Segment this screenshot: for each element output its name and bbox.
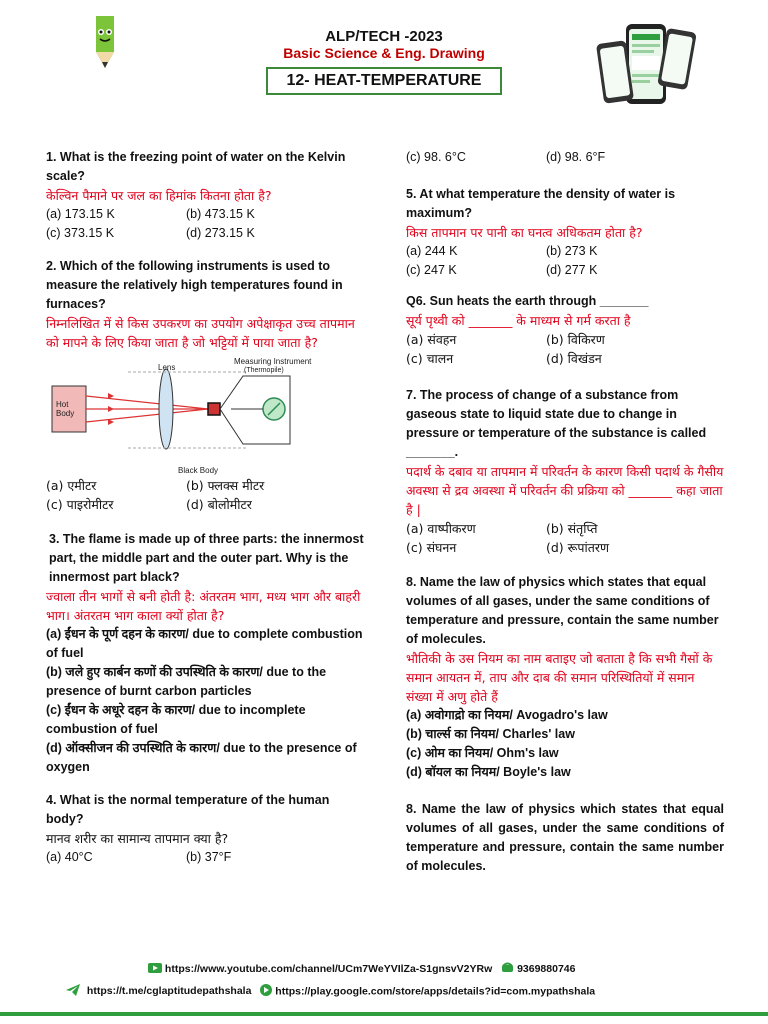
question-text: 7. The process of change of a substance from gaseous state to liquid state due to change in pressure or temperature of the substance is called _______.: [406, 388, 707, 459]
question-1: [46, 148, 364, 243]
options: [406, 519, 724, 557]
label-lens: Lens: [158, 363, 176, 372]
question-text-hindi: निम्नलिखित में से किस उपकरण का उपयोग अपेक्षाकृत उच्च तापमान को मापने के लिए किया जाता है जो भट्टियों में पाया जाता है?: [46, 316, 355, 350]
option-b: (b) फ्लक्स मीटर: [186, 478, 265, 493]
option-b: (b) 37°F: [186, 850, 232, 864]
page-title: 12- HEAT-TEMPERATURE: [266, 67, 502, 95]
question-2: [46, 257, 364, 514]
footer-rule: [0, 1012, 768, 1016]
option-a: (a) ईंधन के पूर्ण दहन के कारण/ due to complete combustion of fuel: [46, 627, 363, 660]
phone-icon: [501, 962, 514, 976]
question-text: 8. Name the law of physics which states that equal volumes of all gases, under the same conditions of temperature and pressure, contain the same number of molecules.: [406, 802, 724, 873]
option-c: (c) 247 K: [406, 263, 457, 277]
option-d: (d) विखंडन: [546, 351, 602, 366]
option-d: (d) ऑक्सीजन की उपस्थिति के कारण/ due to the presence of oxygen: [46, 741, 357, 774]
option-a: (a) संवहन: [406, 332, 457, 347]
question-text: 3. The flame is made up of three parts: the innermost part, the middle part and the outer part. Why is the innermost part black?: [49, 532, 364, 584]
question-text: Q6. Sun heats the earth through _______: [406, 294, 649, 308]
question-text: 8. Name the law of physics which states that equal volumes of all gases, under the same conditions of temperature and pressure, contain the same number of molecules.: [406, 575, 719, 646]
option-d: (d) 98. 6°F: [546, 150, 606, 164]
option-a: (a) 40°C: [46, 850, 93, 864]
right-column: [406, 148, 724, 876]
question-text-hindi: केल्विन पैमाने पर जल का हिमांक कितना होता है?: [46, 188, 272, 203]
question-text-hindi: सूर्य पृथ्वी को _______ के माध्यम से गर्म करता है: [406, 313, 631, 328]
question-text-hindi: भौतिकी के उस नियम का नाम बताइए जो बताता है कि सभी गैसों के समान आयतन में, ताप और दाब की समान परिस्थितियों में समान संख्या में अणु होते हैं: [406, 651, 713, 704]
option-b: (b) चार्ल्स का नियम/ Charles' law: [406, 727, 575, 741]
question-text: 4. What is the normal temperature of the human body?: [46, 793, 330, 826]
youtube-link[interactable]: https://www.youtube.com/channel/UCm7WeYVIlZa-S1gnsvV2YRw: [164, 962, 493, 975]
option-a: (a) एमीटर: [46, 478, 97, 493]
option-a: (a) अवोगाद्रो का नियम/ Avogadro's law: [406, 708, 608, 722]
label-hot-body: Hot Body: [56, 400, 75, 418]
question-5: [406, 185, 724, 280]
option-d: (d) 273.15 K: [186, 226, 255, 240]
question-text: 2. Which of the following instruments is used to measure the relatively high temperatures found in furnaces?: [46, 259, 343, 311]
option-c: (c) ईंधन के अधूरे दहन के कारण/ due to incomplete combustion of fuel: [46, 703, 306, 736]
option-d: (d) बॉयल का नियम/ Boyle's law: [406, 765, 571, 779]
options: [46, 205, 364, 243]
question-text-hindi: किस तापमान पर पानी का घनत्व अधिकतम होता है?: [406, 225, 643, 240]
header-line1: ALP/TECH -2023: [325, 28, 443, 45]
question-4: [46, 791, 364, 867]
option-b: (b) 273 K: [546, 244, 598, 258]
option-a: (a) 173.15 K: [46, 207, 115, 221]
question-8-repeat: [406, 800, 724, 876]
option-b: (b) 473.15 K: [186, 207, 255, 221]
question-text-hindi: ज्वाला तीन भागों से बनी होती है: अंतरतम भाग, मध्य भाग और बाहरी भाग। अंतरतम भाग काला क्यों होता है?: [46, 589, 361, 623]
option-c: (c) पाइरोमीटर: [46, 497, 114, 512]
pyrometer-diagram: [38, 358, 318, 476]
label-black-body: Black Body: [178, 466, 219, 475]
option-a: (a) 244 K: [406, 244, 458, 258]
label-measuring-instrument: Measuring Instrument: [234, 357, 312, 366]
option-c: (c) चालन: [406, 351, 454, 366]
options: [46, 476, 364, 514]
question-text: 1. What is the freezing point of water on the Kelvin scale?: [46, 150, 346, 183]
question-3: [46, 530, 364, 777]
play-store-link[interactable]: https://play.google.com/store/apps/details?id=com.mypathshala: [275, 985, 596, 998]
label-thermopile: (Thermopile): [244, 367, 284, 374]
option-b: (b) संतृप्ति: [546, 521, 598, 536]
option-c: (c) 98. 6°C: [406, 150, 466, 164]
youtube-icon: [148, 963, 162, 976]
option-a: (a) वाष्पीकरण: [406, 521, 476, 536]
options: [406, 330, 724, 368]
footer-row-1: [148, 962, 708, 976]
option-c: (c) ओम का नियम/ Ohm's law: [406, 746, 559, 760]
options: [46, 848, 364, 867]
question-text-hindi: पदार्थ के दबाव या तापमान में परिवर्तन के कारण किसी पदार्थ के गैसीय अवस्था से द्रव अवस्था में परिवर्तन की प्रक्रिया को _______ कहा जाता है |: [406, 464, 724, 517]
options: [406, 242, 724, 280]
option-b: (b) जले हुए कार्बन कणों की उपस्थिति के कारण/ due to the presence of burnt carbon particles: [46, 665, 327, 698]
question-6: [406, 292, 724, 368]
option-c: (c) 373.15 K: [46, 226, 115, 240]
option-d: (d) रूपांतरण: [546, 540, 609, 555]
header-line2: Basic Science & Eng. Drawing: [283, 45, 485, 61]
question-7: [406, 386, 724, 557]
option-d: (d) बोलोमीटर: [186, 497, 252, 512]
phone-number: 9369880746: [517, 962, 576, 975]
question-text-hindi: मानव शरीर का सामान्य तापमान क्या है?: [46, 831, 229, 846]
telegram-icon: [66, 984, 80, 999]
option-b: (b) विकिरण: [546, 332, 605, 347]
telegram-link[interactable]: https://t.me/cglaptitudepathshala: [86, 985, 252, 998]
footer-row-2: [66, 984, 726, 999]
question-text: 5. At what temperature the density of water is maximum?: [406, 187, 676, 220]
play-store-icon: [260, 984, 272, 999]
option-d: (d) 277 K: [546, 263, 598, 277]
question-4-options-continued: [406, 148, 724, 167]
left-column: [46, 148, 364, 867]
question-8: [406, 573, 724, 782]
option-c: (c) संघनन: [406, 540, 457, 555]
